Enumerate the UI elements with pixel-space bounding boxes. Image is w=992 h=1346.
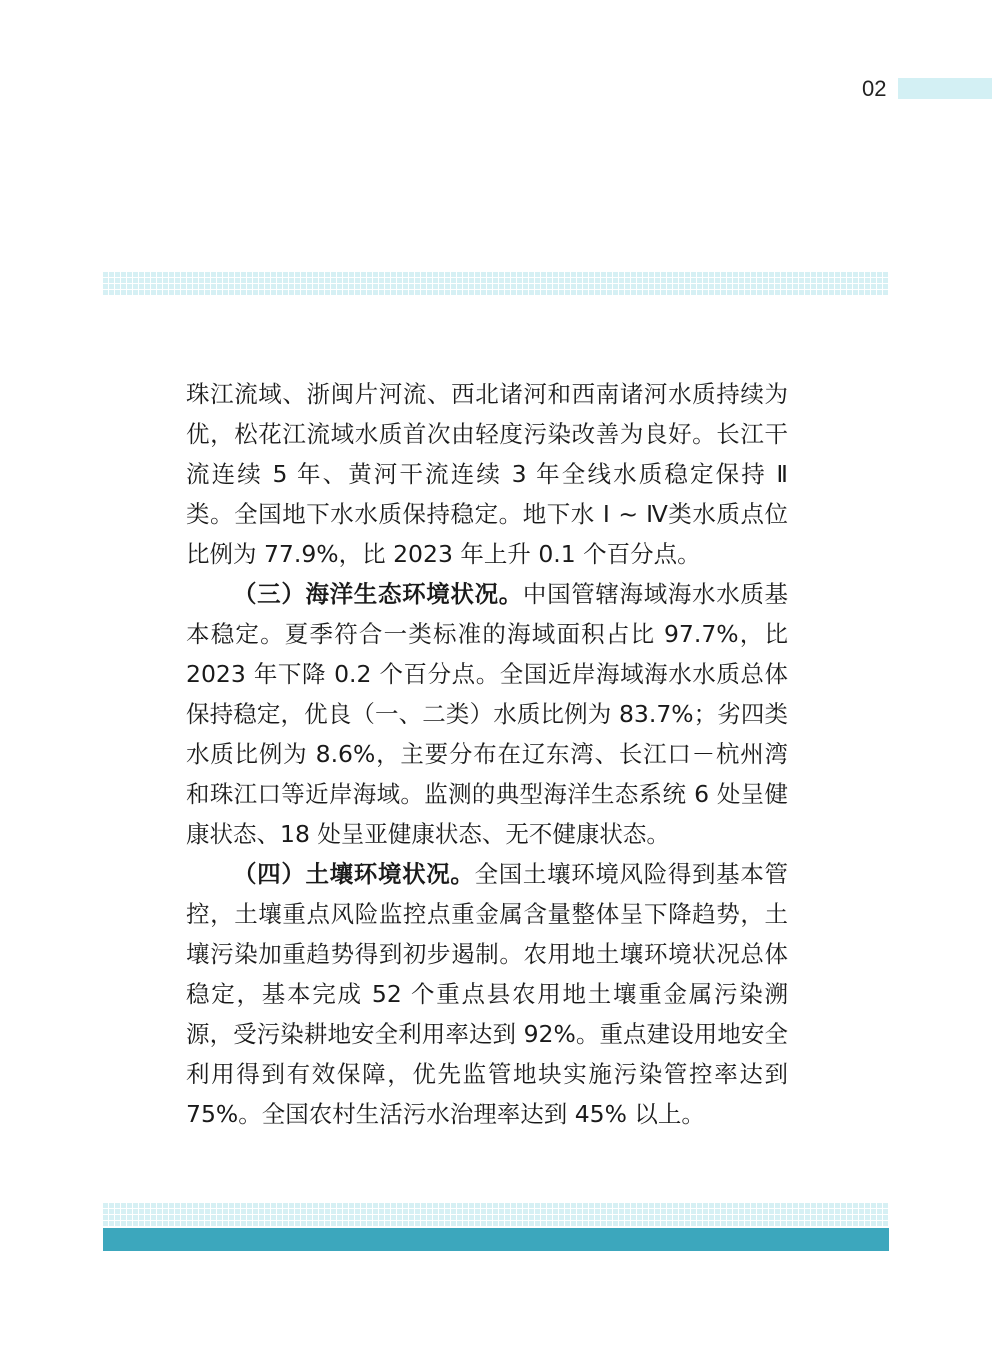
page-number-tab (898, 78, 992, 99)
paragraph-water-quality (186, 374, 788, 574)
page-number: 02 (862, 76, 887, 101)
paragraph-body: 珠江流域、浙闽片河流、西北诸河和西南诸河水质持续为优，松花江流域水质首次由轻度污染改善为良好。长江干流连续 5 年、黄河干流连续 3 年全线水质稳定保持 Ⅱ 类。全国地下水水质保持稳定。地下水 Ⅰ ~ Ⅳ类水质点位比例为 77.9%，比 2023 年上升 0.1 个百分点。 (186, 380, 788, 568)
body-text (186, 374, 788, 1134)
paragraph-body: 全国土壤环境风险得到基本管控，土壤重点风险监控点重金属含量整体呈下降趋势，土壤污染加重趋势得到初步遏制。农用地土壤环境状况总体稳定，基本完成 52 个重点县农用地土壤重金属污染溯源，受污染耕地安全利用率达到 92%。重点建设用地安全利用得到有效保障，优先监管地块实施污染管控率达到 75%。全国农村生活污水治理率达到 45% 以上。 (186, 860, 789, 1128)
paragraph-heading: （三）海洋生态环境状况。 (233, 580, 523, 608)
bottom-accent-bar (103, 1228, 889, 1251)
bottom-decorative-grid-band (103, 1203, 889, 1227)
paragraph-body: 中国管辖海域海水水质基本稳定。夏季符合一类标准的海域面积占比 97.7%，比 2023 年下降 0.2 个百分点。全国近岸海域海水水质总体保持稳定，优良（一、二类）水质比例为 83.7%；劣四类水质比例为 8.6%，主要分布在辽东湾、长江口－杭州湾和珠江口等近岸海域。监测的典型海洋生态系统 6 处呈健康状态、18 处呈亚健康状态、无不健康状态。 (186, 580, 789, 848)
paragraph-soil (186, 854, 788, 1134)
top-decorative-grid-band (103, 272, 889, 296)
paragraph-heading: （四）土壤环境状况。 (233, 860, 475, 888)
paragraph-marine (186, 574, 788, 854)
